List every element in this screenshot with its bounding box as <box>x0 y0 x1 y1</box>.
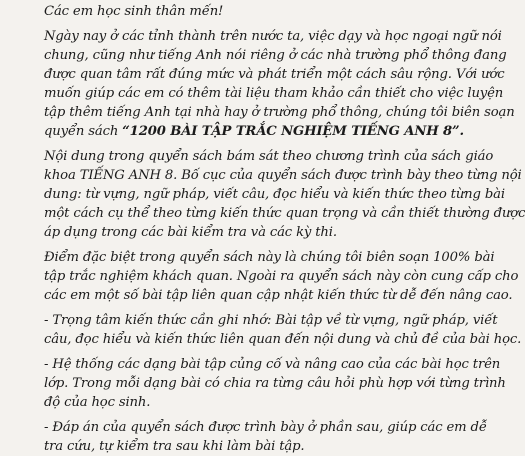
text-line-prefix: quyển sách <box>44 124 123 139</box>
bullet-knowledge-focus <box>44 311 522 349</box>
text-line: - Đáp án của quyển sách được trình bày ở phần sau, giúp các em dễ <box>44 420 487 435</box>
paragraph-highlight <box>44 248 519 305</box>
text-line: Điểm đặc biệt trong quyển sách này là chúng tôi biên soạn 100% bài <box>44 250 495 265</box>
paragraph-content <box>44 147 525 242</box>
text-line: tra cứu, tự kiểm tra sau khi làm bài tập. <box>44 439 305 454</box>
text-line <box>44 122 464 141</box>
text-line: chung, cũng như tiếng Anh nói riêng ở các nhà trường phổ thông đang <box>44 48 507 63</box>
text-line: muốn giúp các em có thêm tài liệu tham khảo cần thiết cho việc luyện <box>44 86 504 101</box>
text-line: Ngày nay ở các tỉnh thành trên nước ta, việc dạy và học ngoại ngữ nói <box>44 29 502 44</box>
book-title: “1200 BÀI TẬP TRẮC NGHIỆM TIẾNG ANH 8”. <box>122 124 464 139</box>
text-line: các em một số bài tập liên quan cập nhật kiến thức từ dễ đến nâng cao. <box>44 288 513 303</box>
text-line: độ của học sinh. <box>44 395 151 410</box>
paragraph-intro <box>44 27 515 141</box>
text-line: Nội dung trong quyển sách bám sát theo chương trình của sách giáo <box>44 149 494 164</box>
text-line: tập thêm tiếng Anh tại nhà hay ở trường phổ thông, chúng tôi biên soạn <box>44 105 515 120</box>
text-line: dung: từ vựng, ngữ pháp, viết câu, đọc hiểu và kiến thức theo từng bài <box>44 187 505 202</box>
bullet-exercise-system <box>44 355 506 412</box>
text-line: khoa TIẾNG ANH 8. Bố cục của quyển sách được trình bày theo từng nội <box>44 168 522 183</box>
greeting: Các em học sinh thân mến! <box>44 4 224 19</box>
text-line: một cách cụ thể theo từng kiến thức quan trọng và cần thiết thường được <box>44 206 525 221</box>
text-line: tập trắc nghiệm khách quan. Ngoài ra quyển sách này còn cung cấp cho <box>44 269 519 284</box>
text-line: - Trọng tâm kiến thức cần ghi nhớ: Bài tập về từ vựng, ngữ pháp, viết <box>44 313 498 328</box>
bullet-answer-key <box>44 418 487 456</box>
text-line: lớp. Trong mỗi dạng bài có chia ra từng câu hỏi phù hợp với từng trình <box>44 376 506 391</box>
text-line: - Hệ thống các dạng bài tập củng cố và nâng cao của các bài học trên <box>44 357 501 372</box>
text-line: câu, đọc hiểu và kiến thức liên quan đến nội dung và chủ đề của bài học. <box>44 332 522 347</box>
text-line: áp dụng trong các bài kiểm tra và các kỳ thi. <box>44 225 337 240</box>
text-line: được quan tâm rất đúng mức và phát triển một cách sâu rộng. Với ước <box>44 67 505 82</box>
